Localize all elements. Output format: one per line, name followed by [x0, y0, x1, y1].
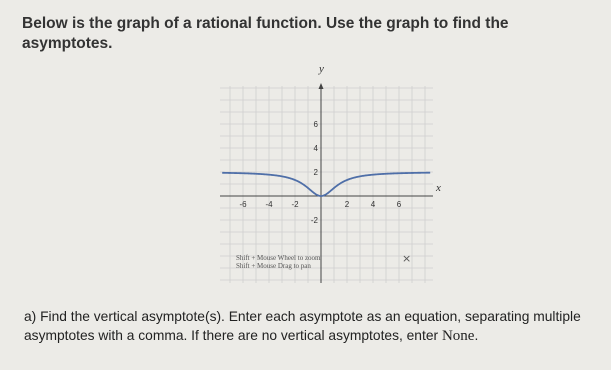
- y-axis-label: y: [319, 63, 324, 75]
- y-tick-label: -2: [310, 216, 318, 225]
- part-a-period: .: [474, 328, 479, 343]
- x-tick-label: -4: [265, 200, 273, 209]
- x-tick-label: -6: [239, 200, 247, 209]
- question-part-a: [24, 307, 604, 346]
- y-tick-label: 4: [313, 144, 318, 153]
- zoom-hint: Shift + Mouse Wheel to zoom: [236, 254, 321, 262]
- y-axis-arrow: [319, 83, 324, 89]
- none-keyword: None: [441, 328, 475, 344]
- y-tick-label: 6: [313, 120, 318, 129]
- y-tick-label: 2: [313, 168, 318, 177]
- question-title: Below is the graph of a rational function. Use the graph to find the asymptotes.: [22, 15, 509, 52]
- part-a-text: a) Find the vertical asymptote(s). Enter each asymptote as an equation, separating multiple asymptotes with a comma. If there are no vertical asymptotes, enter: [24, 309, 581, 343]
- x-tick-label: 2: [344, 200, 350, 209]
- x-tick-label: 4: [370, 200, 376, 209]
- pan-zoom-hint: [236, 254, 396, 270]
- x-axis-label: x: [436, 182, 441, 194]
- pan-hint: Shift + Mouse Drag to pan: [236, 262, 311, 270]
- x-tick-label: 6: [396, 200, 402, 209]
- x-tick-label: -2: [291, 200, 299, 209]
- close-hint-button[interactable]: ×: [402, 252, 412, 265]
